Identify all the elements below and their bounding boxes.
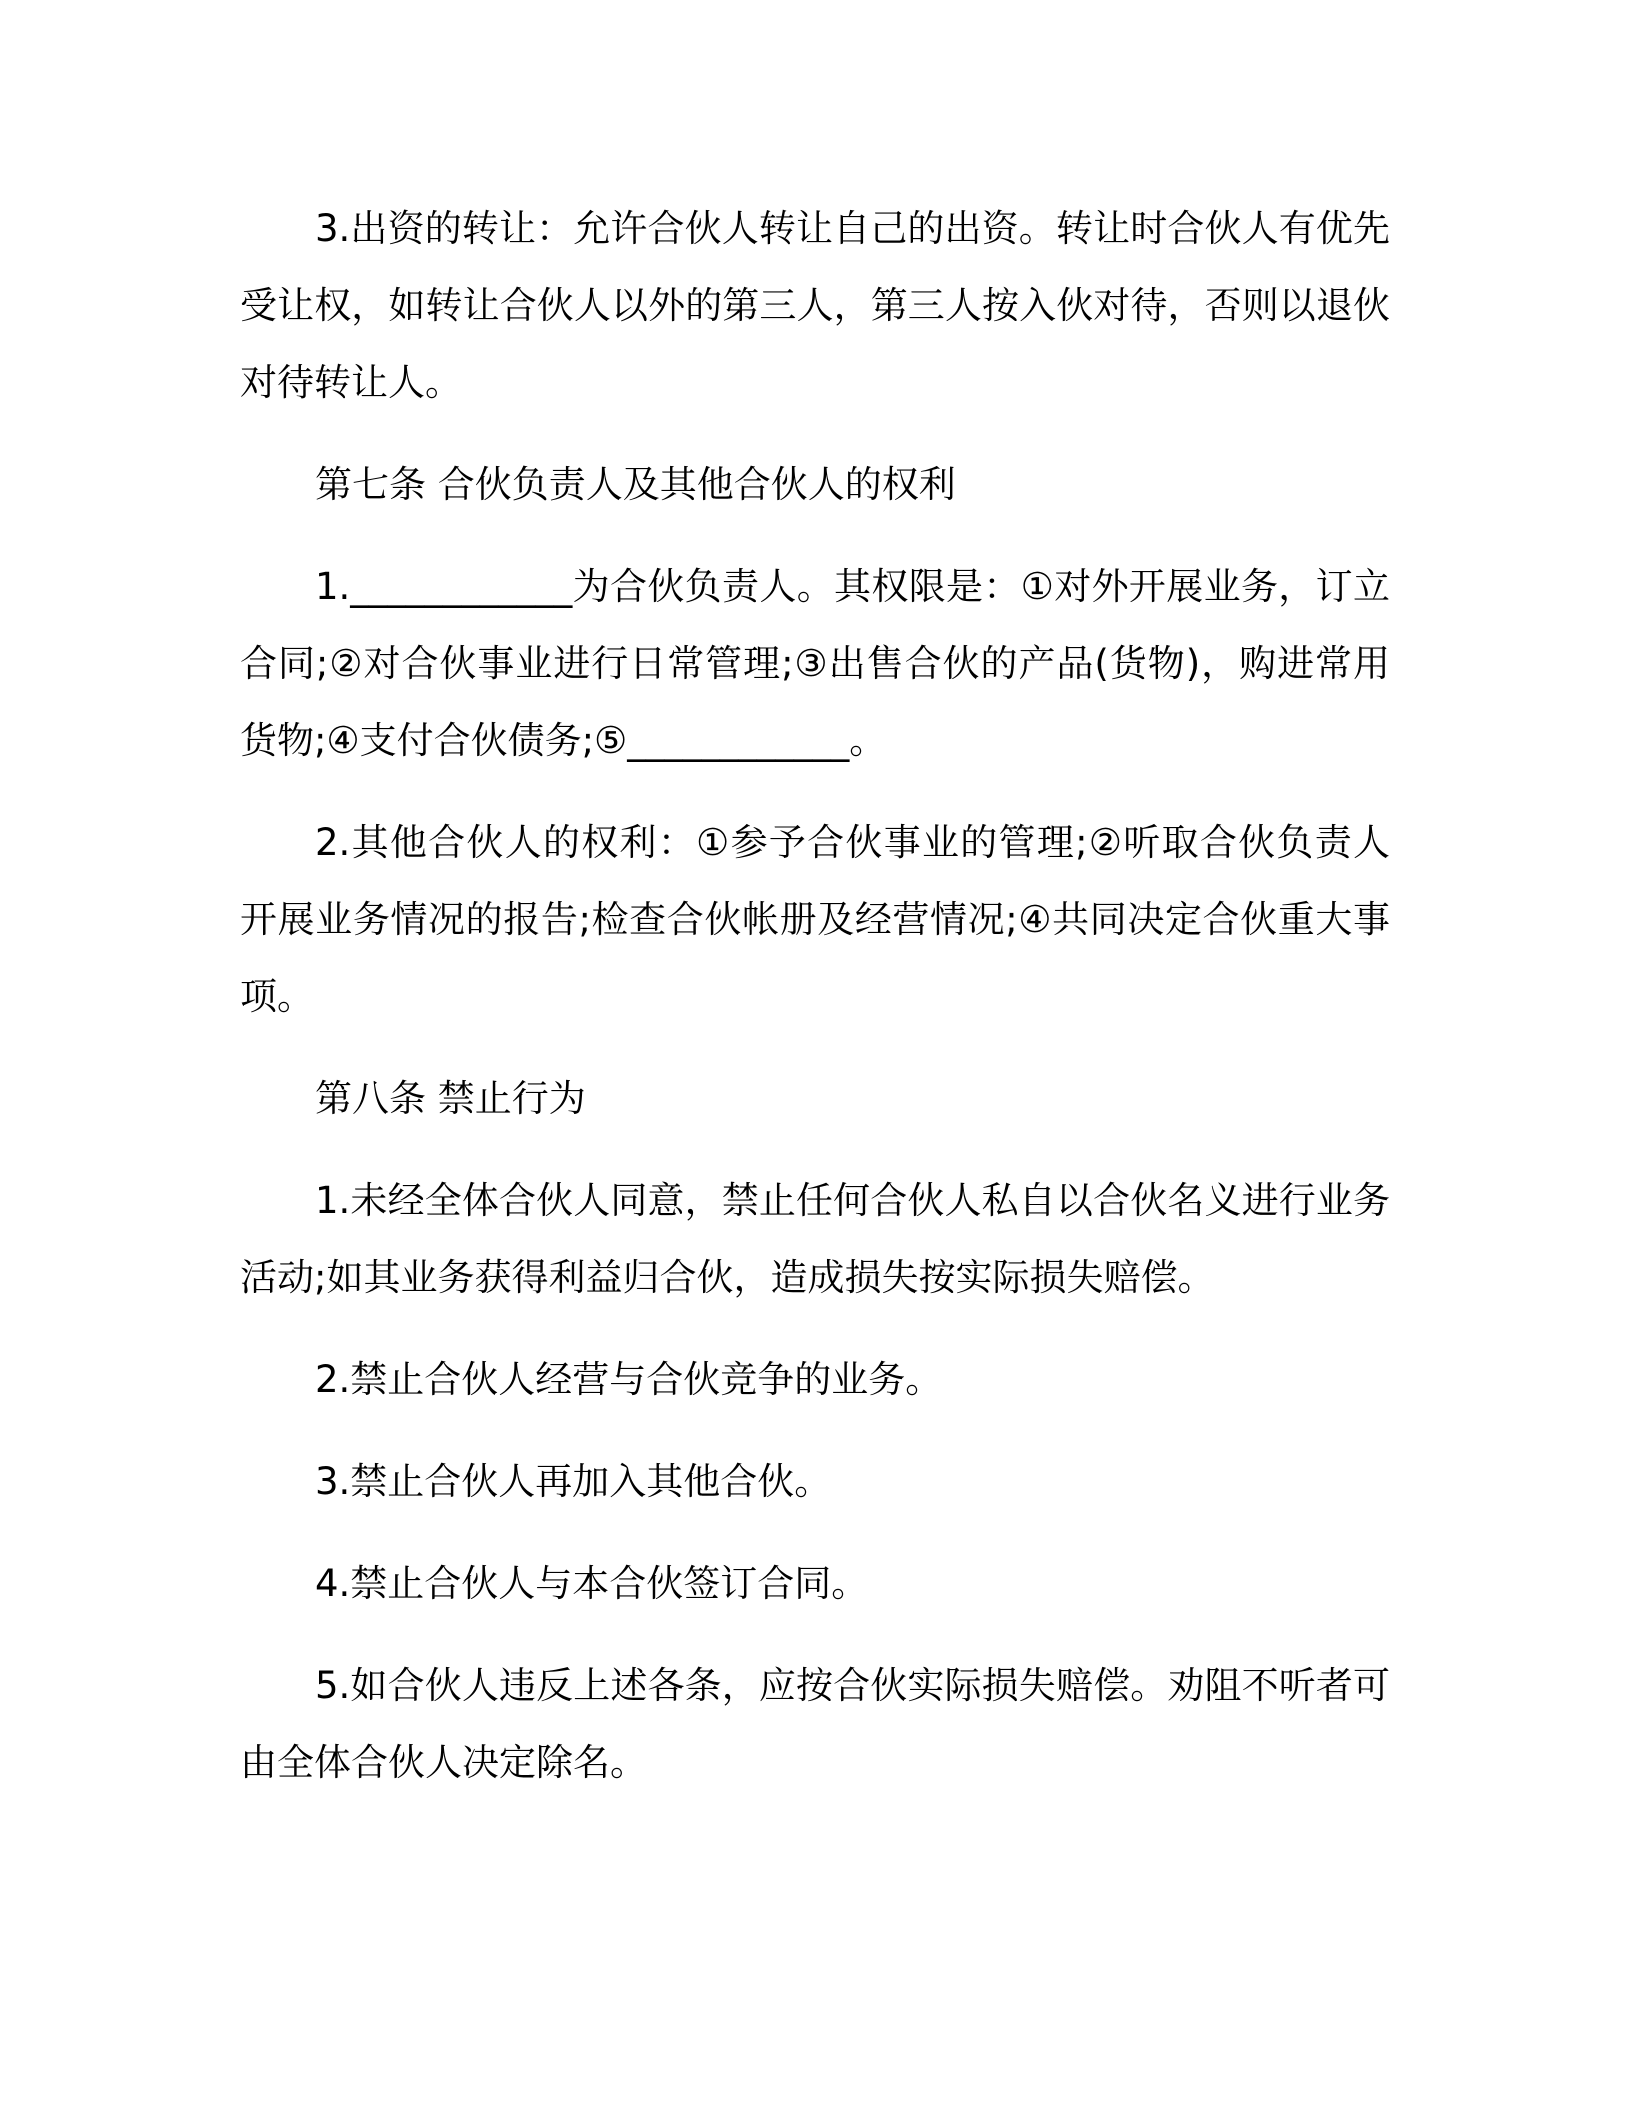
article-7-heading: 第七条 合伙负责人及其他合伙人的权利 [315, 463, 956, 506]
paragraph-prohibition-4: 4.禁止合伙人与本合伙签订合同。 [315, 1562, 869, 1605]
paragraph-other-partner-rights: 2.其他合伙人的权利：①参予合伙事业的管理;②听取合伙负责人开展业务情况的报告;检查合伙帐册及经营情况;④共同决定合伙重大事项。 [240, 821, 1390, 1018]
paragraph-prohibition-1: 1.未经全体合伙人同意，禁止任何合伙人私自以合伙名义进行业务活动;如其业务获得利益归合伙，造成损失按实际损失赔偿。 [240, 1179, 1390, 1299]
paragraph-prohibition-2: 2.禁止合伙人经营与合伙竞争的业务。 [315, 1358, 943, 1401]
paragraph-partner-leader-authority: 1.____________为合伙负责人。其权限是：①对外开展业务，订立合同;②对合伙事业进行日常管理;③出售合伙的产品(货物)，购进常用货物;④支付合伙债务;⑤____________。 [240, 565, 1390, 762]
document-page [240, 190, 1390, 1826]
paragraph-prohibition-3: 3.禁止合伙人再加入其他合伙。 [315, 1460, 832, 1503]
paragraph-prohibition-5: 5.如合伙人违反上述各条，应按合伙实际损失赔偿。劝阻不听者可由全体合伙人决定除名。 [240, 1664, 1390, 1784]
article-8-heading: 第八条 禁止行为 [315, 1077, 586, 1120]
paragraph-capital-transfer: 3.出资的转让：允许合伙人转让自己的出资。转让时合伙人有优先受让权，如转让合伙人以外的第三人，第三人按入伙对待，否则以退伙对待转让人。 [240, 207, 1390, 404]
